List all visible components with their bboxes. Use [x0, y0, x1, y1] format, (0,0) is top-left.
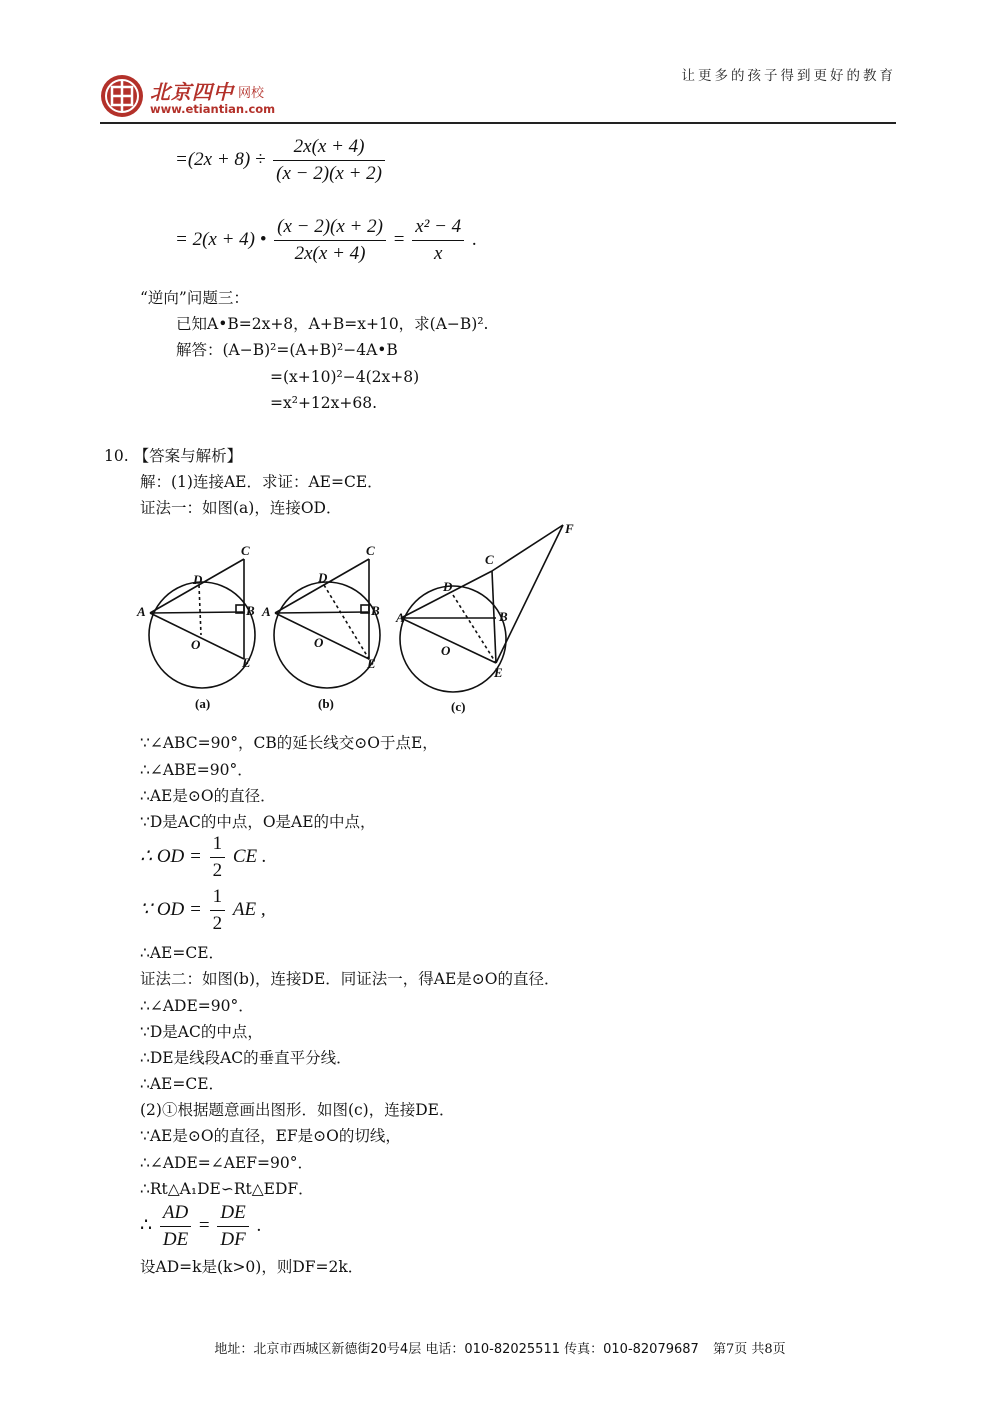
point-c-label: C	[366, 543, 375, 558]
fraction-denominator: DE	[162, 1229, 189, 1250]
formula-suffix: CE .	[232, 845, 267, 867]
point-b-label: B	[246, 603, 255, 618]
logo-url[interactable]: www.etiantian.com	[150, 102, 276, 116]
formula-ratio	[140, 1202, 261, 1251]
point-o-label: O	[314, 635, 324, 650]
proof-line-9: ∴AE=CE．	[140, 1075, 225, 1093]
fraction-numerator: DE	[217, 1202, 248, 1227]
header-slogan: 让更多的孩子得到更好的教育	[681, 68, 896, 84]
q10-method-1-intro: 证法一：如图(a)，连接OD．	[140, 499, 342, 517]
proof-line-13: 设AD=k是(k>0)，则DF=2k．	[140, 1258, 364, 1276]
figure-c	[400, 525, 563, 692]
fraction-denominator: (x − 2)(x + 2)	[276, 163, 382, 184]
point-d-label: D	[193, 572, 203, 587]
fraction-numerator: AD	[160, 1202, 191, 1227]
point-e-label: E	[494, 665, 503, 680]
proof-line-2: ∴∠ABE=90°．	[140, 761, 253, 779]
point-d-label: D	[443, 579, 453, 594]
equals-sign: =	[393, 228, 405, 250]
proof-line-4: ∵D是AC的中点，O是AE的中点，	[140, 813, 376, 831]
q10-part-1: 解：(1)连接AE．求证：AE=CE．	[140, 473, 383, 491]
point-o-label: O	[441, 643, 451, 658]
formula-prefix: ∴ OD =	[140, 845, 202, 867]
page-footer	[0, 1338, 1000, 1357]
math-step-2-lead: = 2(x + 4) •	[175, 228, 267, 250]
fraction-numerator: 1	[210, 886, 226, 911]
question-10-heading: 10. 【答案与解析】	[104, 447, 243, 465]
proof-line-7: ∵D是AC的中点，	[140, 1023, 263, 1041]
formula-prefix: ∵ OD =	[140, 898, 202, 920]
fraction-numerator: 2x(x + 4)	[273, 136, 385, 161]
ratio-fraction-1	[160, 1202, 191, 1251]
math-step-2	[175, 216, 477, 265]
point-a-label: A	[262, 604, 271, 619]
logo-title: 北京四中	[150, 80, 234, 104]
math-step-2-fraction-2	[412, 216, 464, 265]
fraction-denominator: x	[433, 243, 443, 264]
figure-c-caption: (c)	[451, 699, 466, 714]
equals-sign: =	[198, 1214, 210, 1236]
footer-address: 地址：北京市西城区新德街20号4层 电话：010-82025511 传真：010-82079687	[214, 1342, 699, 1357]
point-c-label: C	[485, 552, 494, 567]
proof-line-3: ∴AE是⊙O的直径．	[140, 787, 276, 805]
proof-line-11: ∴∠ADE=∠AEF=90°．	[140, 1154, 313, 1172]
point-e-label: E	[242, 655, 251, 670]
point-c-label: C	[241, 543, 250, 558]
math-step-1	[175, 136, 388, 185]
q10-part-2: (2)①根据题意画出图形．如图(c)，连接DE．	[140, 1101, 455, 1119]
reverse-problem-title: “逆向”问题三：	[140, 289, 249, 307]
formula-od-ce	[140, 833, 267, 882]
formula-od-ae	[140, 886, 266, 935]
page-number: 第7页 共8页	[712, 1342, 786, 1357]
point-f-label: F	[565, 521, 574, 536]
period: .	[471, 228, 477, 250]
math-step-1-lead: =(2x + 8) ÷	[175, 148, 266, 170]
proof-line-10: ∵AE是⊙O的直径，EF是⊙O的切线，	[140, 1127, 401, 1145]
half-fraction	[210, 886, 226, 935]
proof-line-6: ∴∠ADE=90°．	[140, 997, 254, 1015]
figure-a-caption: (a)	[195, 696, 211, 711]
geometry-figures	[135, 515, 595, 720]
q10-method-2: 证法二：如图(b)，连接DE．同证法一，得AE是⊙O的直径．	[140, 970, 560, 988]
point-b-label: B	[371, 603, 380, 618]
fraction-denominator: 2	[212, 860, 223, 881]
school-logo-icon	[100, 74, 144, 118]
period: .	[256, 1214, 262, 1236]
proof-line-5: ∴AE=CE．	[140, 944, 225, 962]
figure-b-caption: (b)	[318, 696, 334, 711]
fraction-denominator: 2	[212, 913, 223, 934]
header-divider	[100, 122, 896, 124]
reverse-solution-line-1: 解答：(A−B)²=(A+B)²−4A•B	[176, 341, 398, 359]
proof-line-8: ∴DE是线段AC的垂直平分线．	[140, 1049, 352, 1067]
formula-suffix: AE ,	[232, 898, 266, 920]
point-b-label: B	[499, 609, 508, 624]
point-o-label: O	[191, 637, 201, 652]
ratio-fraction-2	[217, 1202, 248, 1251]
math-step-1-fraction	[273, 136, 385, 185]
reverse-solution-line-2: =(x+10)²−4(2x+8)	[270, 368, 420, 386]
reverse-problem-given: 已知A•B=2x+8，A+B=x+10，求(A−B)².	[176, 315, 489, 333]
fraction-numerator: 1	[210, 833, 226, 858]
math-step-2-fraction-1	[274, 216, 386, 265]
point-e-label: E	[367, 656, 376, 671]
fraction-denominator: 2x(x + 4)	[294, 243, 366, 264]
point-a-label: A	[396, 610, 405, 625]
half-fraction	[210, 833, 226, 882]
point-d-label: D	[318, 570, 328, 585]
fraction-denominator: DF	[220, 1229, 246, 1250]
logo-subtitle: 网校	[238, 86, 265, 101]
reverse-solution-line-3: =x²+12x+68.	[270, 394, 378, 412]
fraction-numerator: (x − 2)(x + 2)	[274, 216, 386, 241]
formula-prefix: ∴	[140, 1214, 153, 1236]
proof-line-12: ∴Rt△A₁DE∽Rt△EDF．	[140, 1180, 314, 1198]
point-a-label: A	[137, 604, 146, 619]
proof-line-1: ∵∠ABC=90°，CB的延长线交⊙O于点E，	[140, 734, 438, 752]
fraction-numerator: x² − 4	[412, 216, 464, 241]
